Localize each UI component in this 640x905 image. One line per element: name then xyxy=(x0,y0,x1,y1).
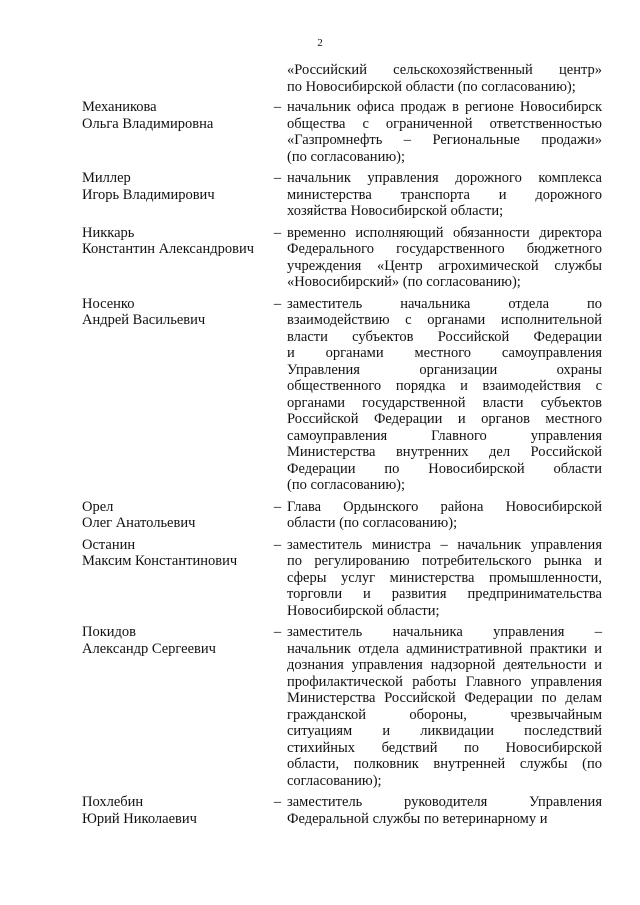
dash-separator: – xyxy=(273,295,282,312)
member-name xyxy=(82,794,268,827)
member-list xyxy=(82,62,602,832)
member-surname: Никкарь xyxy=(82,224,135,241)
member-position xyxy=(287,624,602,789)
description-line: профилактической работы Главного управления xyxy=(287,673,602,690)
description-line: согласованию); xyxy=(287,772,382,789)
member-position xyxy=(287,170,602,220)
member-position xyxy=(287,225,602,291)
member-name xyxy=(82,499,268,532)
description-line: ситуациям и ликвидации последствий xyxy=(287,723,602,739)
continuation-text xyxy=(287,62,602,95)
member-entry xyxy=(82,794,602,827)
description-line: сферы услуг министерства промышленности, xyxy=(287,569,602,586)
description-line: Новосибирской области; xyxy=(287,602,440,619)
description-line: (по согласованию); xyxy=(287,148,406,165)
description-line: по регулированию потребительского рынка и xyxy=(287,553,602,569)
member-given-names: Максим Константинович xyxy=(82,553,238,569)
description-line: Министерства внутренних дел Российской xyxy=(287,444,602,460)
member-position xyxy=(287,99,602,165)
description-line: самоуправления Главного управления xyxy=(287,427,602,444)
member-entry xyxy=(82,499,602,532)
description-line: министерства транспорта и дорожного xyxy=(287,186,602,203)
description-line: начальник офиса продаж в регионе Новосибирск xyxy=(287,99,602,115)
description-line: области (по согласованию); xyxy=(287,515,458,531)
continuation-entry xyxy=(82,62,602,95)
description-line: общественного порядка и взаимодействия с xyxy=(287,378,602,394)
member-surname: Покидов xyxy=(82,624,136,640)
description-line: (по согласованию); xyxy=(287,477,406,493)
description-line: органами государственной власти субъектов xyxy=(287,394,602,411)
member-name xyxy=(82,225,268,258)
description-line: заместитель министра – начальник управления xyxy=(287,536,602,553)
description-line: Глава Ордынского района Новосибирской xyxy=(287,498,602,515)
member-surname: Похлебин xyxy=(82,794,144,810)
description-line: Управления организации охраны xyxy=(287,361,602,378)
member-given-names: Андрей Васильевич xyxy=(82,312,206,328)
dash-separator: – xyxy=(273,624,282,640)
description-line: Министерства Российской Федерации по делам xyxy=(287,690,602,706)
description-line: «Новосибирский» (по согласованию); xyxy=(287,274,521,290)
member-surname: Орел xyxy=(82,498,114,515)
member-surname: Механикова xyxy=(82,99,157,115)
member-surname: Останин xyxy=(82,536,136,553)
description-line: «Российский сельскохозяйственный центр» xyxy=(287,62,602,78)
description-line: стихийных бедствий по Новосибирской xyxy=(287,739,602,756)
dash-separator: – xyxy=(273,99,282,115)
dash-separator: – xyxy=(273,794,282,810)
member-given-names: Игорь Владимирович xyxy=(82,186,215,203)
description-line: и органами местного самоуправления xyxy=(287,345,602,361)
member-entry xyxy=(82,170,602,220)
member-position xyxy=(287,296,602,494)
dash-separator: – xyxy=(273,536,282,553)
member-position xyxy=(287,794,602,827)
description-line: по Новосибирской области (по согласованию); xyxy=(287,78,576,95)
member-entry xyxy=(82,296,602,494)
member-entry xyxy=(82,624,602,789)
member-name xyxy=(82,537,268,570)
dash-separator: – xyxy=(273,498,282,515)
description-line: Федерального государственного бюджетного xyxy=(287,241,602,257)
dash-separator: – xyxy=(273,170,282,186)
description-line: взаимодействию с органами исполнительной xyxy=(287,312,602,328)
description-line: хозяйства Новосибирской области; xyxy=(287,203,504,219)
member-entry xyxy=(82,99,602,165)
page-number: 2 xyxy=(317,37,323,49)
member-given-names: Олег Анатольевич xyxy=(82,515,196,531)
description-line: торговли и развития предпринимательства xyxy=(287,586,602,602)
description-line: заместитель руководителя Управления xyxy=(287,794,602,810)
description-line: Федерации по Новосибирской области xyxy=(287,460,602,477)
member-given-names: Юрий Николаевич xyxy=(82,810,197,827)
member-surname: Миллер xyxy=(82,170,131,186)
description-line: Российской Федерации и органов местного xyxy=(287,411,602,427)
member-surname: Носенко xyxy=(82,295,135,312)
description-line: заместитель начальника отдела по xyxy=(287,295,602,312)
member-name xyxy=(82,296,268,329)
member-name xyxy=(82,624,268,657)
description-line: начальник управления дорожного комплекса xyxy=(287,170,602,186)
member-entry xyxy=(82,225,602,291)
description-line: начальник отдела административной практики и xyxy=(287,640,602,657)
member-given-names: Александр Сергеевич xyxy=(82,640,216,657)
member-name xyxy=(82,99,268,132)
member-given-names: Константин Александрович xyxy=(82,241,254,257)
description-line: «Газпромнефть – Региональные продажи» xyxy=(287,132,602,148)
description-line: области, полковник внутренней службы (по xyxy=(287,756,602,772)
description-line: заместитель начальника управления – xyxy=(287,624,602,640)
member-name xyxy=(82,170,268,203)
description-line: дознания управления надзорной деятельности и xyxy=(287,657,602,673)
description-line: общества с ограниченной ответственностью xyxy=(287,115,602,132)
member-position xyxy=(287,499,602,532)
dash-separator: – xyxy=(273,224,282,241)
description-line: власти субъектов Российской Федерации xyxy=(287,328,602,345)
member-entry xyxy=(82,537,602,620)
description-line: учреждения «Центр агрохимической службы xyxy=(287,257,602,274)
description-line: гражданской обороны, чрезвычайным xyxy=(287,706,602,723)
member-given-names: Ольга Владимировна xyxy=(82,115,214,132)
description-line: Федеральной службы по ветеринарному и xyxy=(287,810,548,827)
member-position xyxy=(287,537,602,620)
description-line: временно исполняющий обязанности директора xyxy=(287,224,602,241)
